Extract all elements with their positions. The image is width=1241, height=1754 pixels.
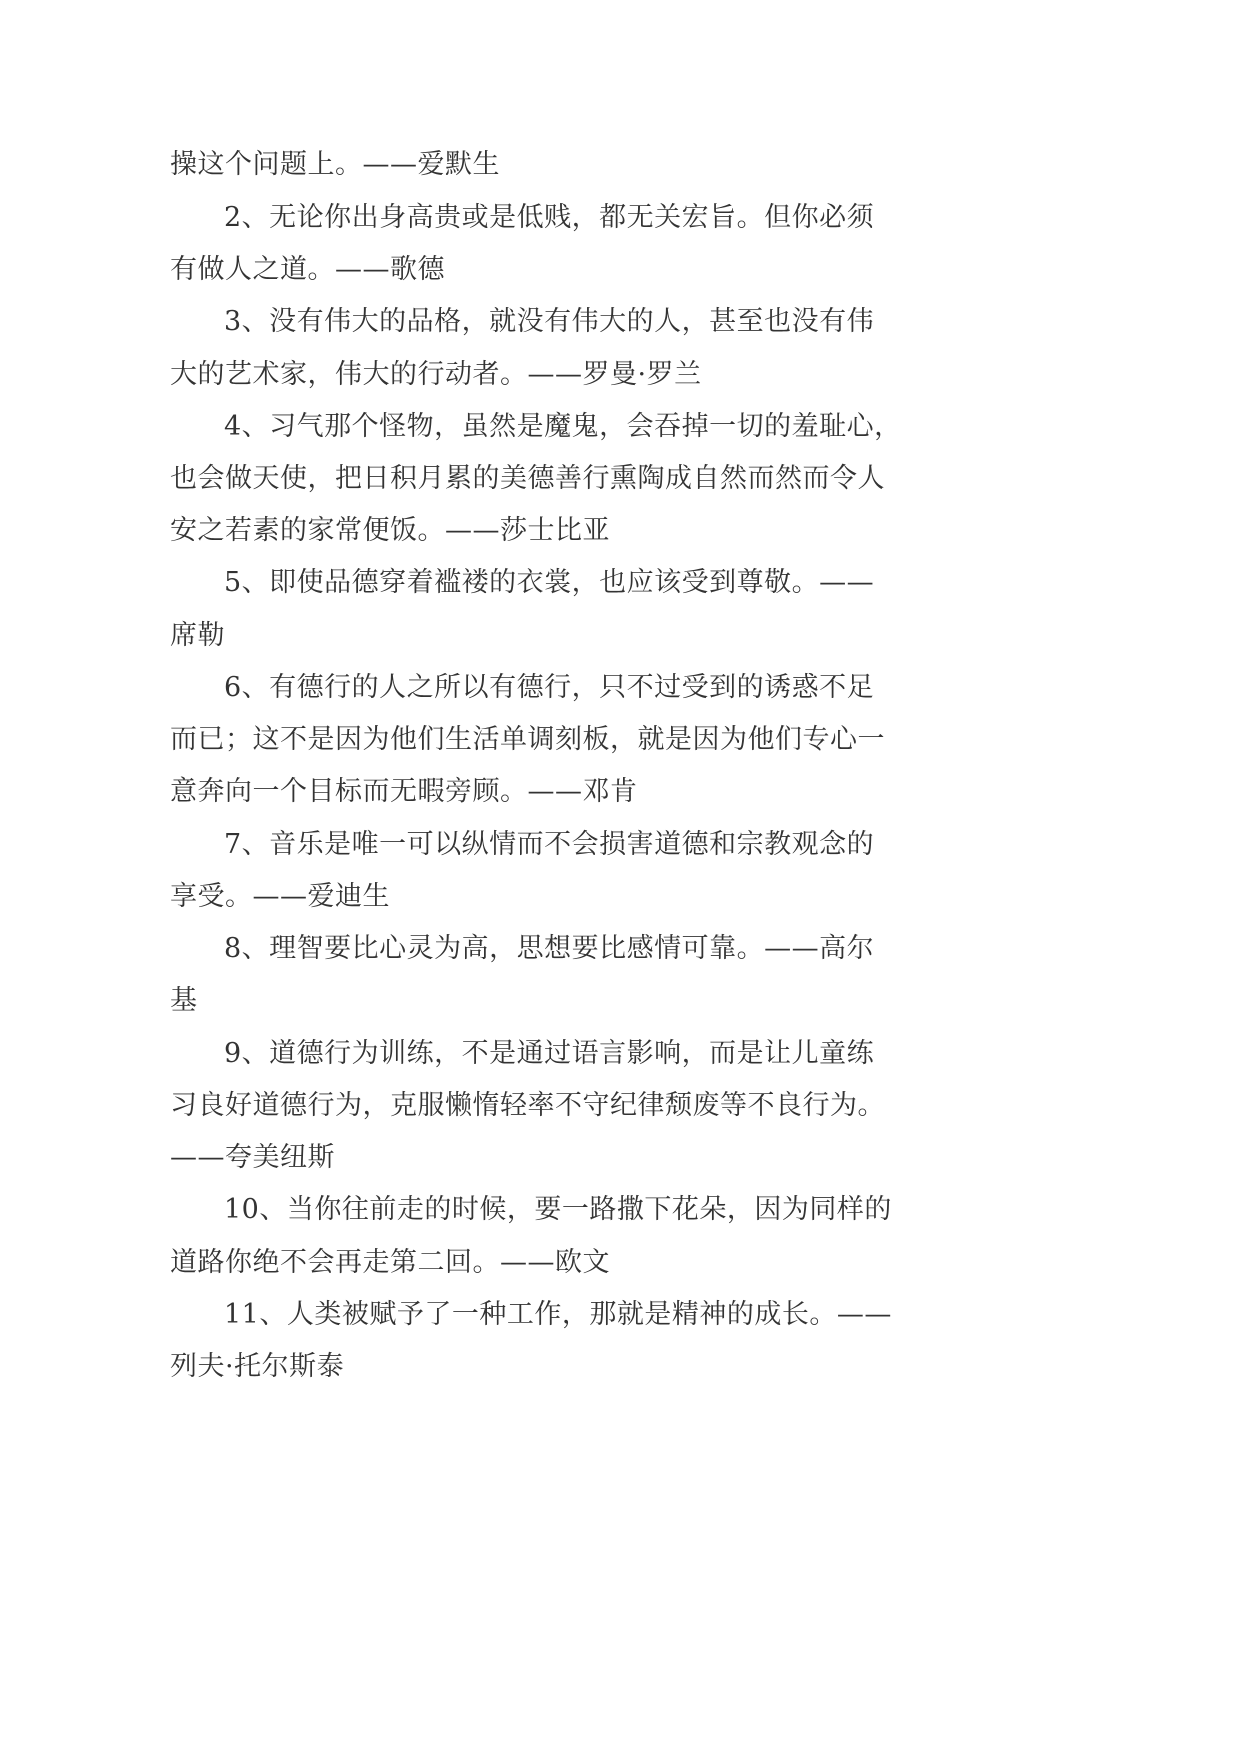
text-line: 席勒 [170,620,225,651]
text-line: 8、理智要比心灵为高，思想要比感情可靠。——高尔 [224,933,875,964]
text-line: 3、没有伟大的品格，就没有伟大的人，甚至也没有伟 [224,306,875,337]
text-line: 10、当你往前走的时候，要一路撒下花朵，因为同样的 [224,1194,892,1225]
text-line: 有做人之道。——歌德 [170,254,445,285]
text-line: 而已；这不是因为他们生活单调刻板，就是因为他们专心一 [170,724,885,755]
text-line: 习良好道德行为，克服懒惰轻率不守纪律颓废等不良行为。 [170,1090,885,1121]
text-line: 7、音乐是唯一可以纵情而不会损害道德和宗教观念的 [224,829,875,860]
text-line: 2、无论你出身高贵或是低贱，都无关宏旨。但你必须 [224,202,875,233]
text-line: 9、道德行为训练，不是通过语言影响，而是让儿童练 [224,1038,875,1069]
text-line: 6、有德行的人之所以有德行，只不过受到的诱惑不足 [224,672,875,703]
text-line: 享受。——爱迪生 [170,881,390,912]
text-line: 列夫·托尔斯泰 [170,1351,345,1382]
text-line: ——夸美纽斯 [170,1142,335,1173]
text-line: 基 [170,985,198,1016]
text-line: 也会做天使，把日积月累的美德善行熏陶成自然而然而令人 [170,463,885,494]
text-line: 操这个问题上。——爱默生 [170,149,500,180]
text-line: 道路你绝不会再走第二回。——欧文 [170,1247,610,1278]
text-line: 4、习气那个怪物，虽然是魔鬼，会吞掉一切的羞耻心， [224,411,902,442]
text-line: 意奔向一个目标而无暇旁顾。——邓肯 [170,776,638,807]
text-line: 5、即使品德穿着褴褛的衣裳，也应该受到尊敬。—— [224,567,875,598]
text-line: 安之若素的家常便饭。——莎士比亚 [170,515,610,546]
text-line: 大的艺术家，伟大的行动者。——罗曼·罗兰 [170,359,702,390]
text-line: 11、人类被赋予了一种工作，那就是精神的成长。—— [224,1299,892,1330]
